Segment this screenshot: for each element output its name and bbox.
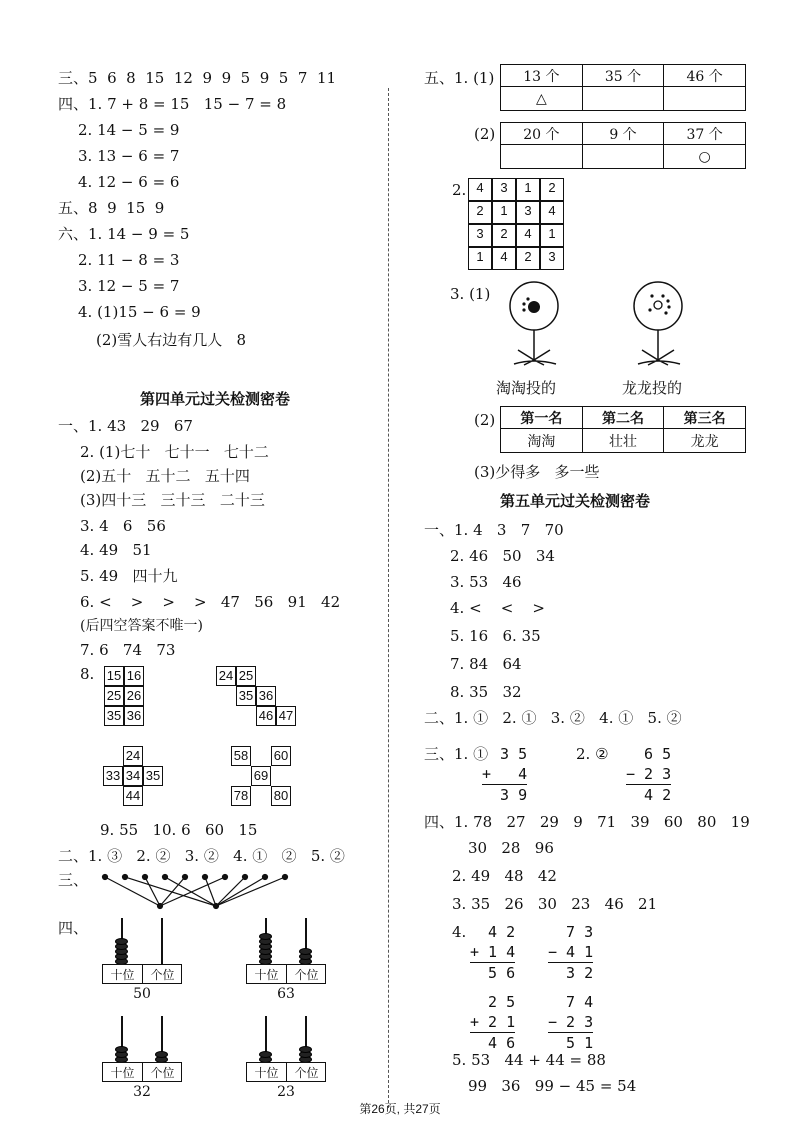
grid-cell: 1	[492, 201, 516, 224]
table-cell: △	[501, 87, 583, 111]
calc-row: 7 4	[548, 993, 594, 1011]
left-line-5: 4. 12 − 6 = 6	[78, 173, 180, 191]
u4-line-8: 6. < > > > 47 56 91 42	[80, 593, 341, 611]
grid-cell: 24	[216, 666, 236, 686]
left-line-2: 四、1. 7 + 8 = 15 15 − 7 = 8	[58, 95, 287, 113]
rank-name: 龙龙	[664, 429, 746, 453]
u5-san-1: 三、1. ①	[424, 745, 489, 763]
grid-cell: 1	[468, 247, 492, 270]
calc-row: − 2 3	[626, 765, 672, 783]
target-drawings	[500, 280, 700, 380]
grid-cell: 46	[256, 706, 276, 726]
calc-row: 4 6	[470, 1034, 516, 1052]
calc-row: − 2 3	[548, 1013, 594, 1031]
left-line-8: 2. 11 − 8 = 3	[78, 251, 180, 269]
calc-row: 6 5	[626, 745, 672, 763]
ones-label: 个位	[294, 1066, 319, 1080]
grid-cell: 2	[468, 201, 492, 224]
abacus-rod	[161, 918, 163, 964]
u4-line-10: 7. 6 74 73	[80, 641, 176, 659]
grid-cell: 1	[516, 178, 540, 201]
tens-label: 十位	[254, 968, 279, 982]
grid-cell: 25	[104, 686, 124, 706]
grid-cell: 4	[492, 247, 516, 270]
grid-cell: 44	[123, 786, 143, 806]
grid-cell: 24	[123, 746, 143, 766]
grid-cell: 58	[231, 746, 251, 766]
abacus-bead	[259, 1051, 272, 1058]
calc-row: − 4 1	[548, 943, 594, 961]
right-label-3: 3. (1)	[450, 285, 491, 303]
u5-si-1: 四、1. 78 27 29 9 71 39 60 80 19	[424, 813, 750, 831]
grid-cell: 35	[143, 766, 163, 786]
calc-row: + 4	[482, 765, 528, 783]
grid-cell: 25	[236, 666, 256, 686]
u4-si: 四、	[58, 919, 89, 937]
count-table-1	[500, 64, 746, 111]
place-value-box	[246, 964, 326, 984]
grid-cell: 15	[104, 666, 124, 686]
table-cell: 46 个	[664, 65, 746, 87]
u4-line-2: 2. (1)七十 七十一 七十二	[80, 443, 269, 461]
tens-label: 十位	[254, 1066, 279, 1080]
left-line-1: 三、5 6 8 15 12 9 9 5 9 5 7 11	[58, 69, 337, 87]
calc-row: + 1 4	[470, 943, 516, 961]
place-value-box	[102, 1062, 182, 1082]
grid-cell: 3	[540, 247, 564, 270]
u5-line-3: 3. 53 46	[450, 573, 522, 591]
abacus-value: 32	[133, 1084, 151, 1100]
grid-cell: 36	[124, 706, 144, 726]
u5-line-1: 一、1. 4 3 7 70	[424, 521, 564, 539]
u5-si-4: 3. 35 26 30 23 46 21	[452, 895, 658, 913]
u4-san: 三、	[58, 871, 89, 889]
abacus-value: 63	[277, 986, 295, 1002]
table-cell	[582, 145, 664, 169]
u5-line-5b: 5. 53 44 + 44 = 88	[452, 1051, 606, 1069]
right-label-2: 2.	[452, 181, 467, 199]
rank-header: 第一名	[501, 407, 583, 429]
grid-cell: 2	[540, 178, 564, 201]
vertical-calc-1	[482, 744, 527, 805]
calc-row: 5 1	[548, 1034, 594, 1052]
vertical-calc-2	[626, 744, 671, 805]
grid-cell: 3	[516, 201, 540, 224]
rank-name: 淘淘	[501, 429, 583, 453]
u4-line-4: (3)四十三 三十三 二十三	[80, 491, 265, 509]
abacus-value: 50	[133, 986, 151, 1002]
grid-cell: 1	[540, 224, 564, 247]
page-footer: 第26页, 共27页	[359, 1102, 441, 1116]
table-cell: 9 个	[582, 123, 664, 145]
left-line-6: 五、8 9 15 9	[58, 199, 165, 217]
left-line-4: 3. 13 − 6 = 7	[78, 147, 180, 165]
grid-cell: 26	[124, 686, 144, 706]
u5-line-4: 4. < < >	[450, 599, 545, 617]
grid-cell: 16	[124, 666, 144, 686]
grid-cell: 80	[271, 786, 291, 806]
left-line-7: 六、1. 14 − 9 = 5	[58, 225, 190, 243]
grid-cell: 2	[516, 247, 540, 270]
calc-row: 3 5	[482, 745, 528, 763]
grid-cell: 78	[231, 786, 251, 806]
rank-table	[500, 406, 746, 453]
right-sub2: (2)	[474, 125, 496, 143]
u4-line-9-answers: 9. 55 10. 6 60 15	[100, 821, 258, 839]
abacus-bead	[299, 948, 312, 955]
table-cell	[664, 87, 746, 111]
count-table-2	[500, 122, 746, 169]
abacus-bead	[155, 1051, 168, 1058]
ones-label: 个位	[150, 1066, 175, 1080]
grid-cell: 4	[516, 224, 540, 247]
u4-line-7: 5. 49 四十九	[80, 567, 178, 585]
target-label-longlong: 龙龙投的	[622, 379, 683, 397]
calc-row: 3 2	[548, 964, 594, 982]
right-sub3-2: (2)	[474, 411, 496, 429]
grid-cell: 69	[251, 766, 271, 786]
tens-label: 十位	[110, 1066, 135, 1080]
grid-cell: 36	[256, 686, 276, 706]
abacus-bead	[259, 933, 272, 940]
u5-line-2: 2. 46 50 34	[450, 547, 555, 565]
grid-cell: 35	[104, 706, 124, 726]
rank-header: 第二名	[582, 407, 664, 429]
u5-line-5: 5. 16 6. 35	[450, 627, 541, 645]
abacus-bead	[299, 1046, 312, 1053]
table-cell: 35 个	[582, 65, 664, 87]
table-cell: ○	[664, 145, 746, 169]
left-line-9: 3. 12 − 5 = 7	[78, 277, 180, 295]
u4-line-1: 一、1. 43 29 67	[58, 417, 193, 435]
right-line-3-3: (3)少得多 多一些	[474, 463, 600, 481]
ones-label: 个位	[150, 968, 175, 982]
abacus-bead	[115, 1046, 128, 1053]
table-cell: 37 个	[664, 123, 746, 145]
table-cell: 20 个	[501, 123, 583, 145]
u5-si4-label: 4.	[452, 923, 467, 941]
target-label-taotao: 淘淘投的	[496, 379, 557, 397]
u5-line-6: 7. 84 64	[450, 655, 522, 673]
grid-cell: 4	[468, 178, 492, 201]
u4-line-11: 8.	[80, 665, 95, 683]
vertical-calc-6	[548, 992, 593, 1053]
ones-label: 个位	[294, 968, 319, 982]
calc-row: 2 5	[470, 993, 516, 1011]
tens-label: 十位	[110, 968, 135, 982]
grid-cell: 34	[123, 766, 143, 786]
u5-line-7: 8. 35 32	[450, 683, 522, 701]
u4-line-5: 3. 4 6 56	[80, 517, 166, 535]
grid-cell: 33	[103, 766, 123, 786]
u4-line-9: (后四空答案不唯一)	[80, 618, 203, 634]
grid-cell: 3	[468, 224, 492, 247]
table-cell	[582, 87, 664, 111]
abacus-bead	[115, 938, 128, 945]
calc-row: + 2 1	[470, 1013, 516, 1031]
rank-name: 壮壮	[582, 429, 664, 453]
u4-line-6: 4. 49 51	[80, 541, 152, 559]
left-line-11: (2)雪人右边有几人 8	[96, 331, 247, 349]
grid-cell: 35	[236, 686, 256, 706]
place-value-box	[102, 964, 182, 984]
unit4-title: 第四单元过关检测密卷	[140, 390, 291, 408]
u5-si-2: 30 28 96	[468, 839, 554, 857]
place-value-box	[246, 1062, 326, 1082]
grid-cell: 47	[276, 706, 296, 726]
u4-er: 二、1. ③ 2. ② 3. ② 4. ① ② 5. ②	[58, 847, 345, 865]
u5-line-6b: 99 36 99 − 45 = 54	[468, 1077, 637, 1095]
calc-row: 4 2	[470, 923, 516, 941]
u4-line-3: (2)五十 五十二 五十四	[80, 467, 250, 485]
vertical-calc-4	[548, 922, 593, 983]
vertical-calc-3	[470, 922, 515, 983]
u5-er: 二、1. ① 2. ① 3. ② 4. ① 5. ②	[424, 709, 682, 727]
calc-row: 5 6	[470, 964, 516, 982]
table-cell: 13 个	[501, 65, 583, 87]
abacus-value: 23	[277, 1084, 295, 1100]
u5-san-2: 2. ②	[576, 745, 609, 763]
calc-row: 3 9	[482, 786, 528, 804]
grid-cell: 2	[492, 224, 516, 247]
calc-row: 7 3	[548, 923, 594, 941]
u5-si-3: 2. 49 48 42	[452, 867, 557, 885]
vertical-calc-5	[470, 992, 515, 1053]
calc-row: 4 2	[626, 786, 672, 804]
table-cell	[501, 145, 583, 169]
grid-cell: 3	[492, 178, 516, 201]
unit5-title: 第五单元过关检测密卷	[500, 492, 651, 510]
grid-cell: 4	[540, 201, 564, 224]
left-line-10: 4. (1)15 − 6 = 9	[78, 303, 201, 321]
left-line-3: 2. 14 − 5 = 9	[78, 121, 180, 139]
rank-header: 第三名	[664, 407, 746, 429]
right-wu-label: 五、1. (1)	[424, 69, 495, 87]
grid-cell: 60	[271, 746, 291, 766]
